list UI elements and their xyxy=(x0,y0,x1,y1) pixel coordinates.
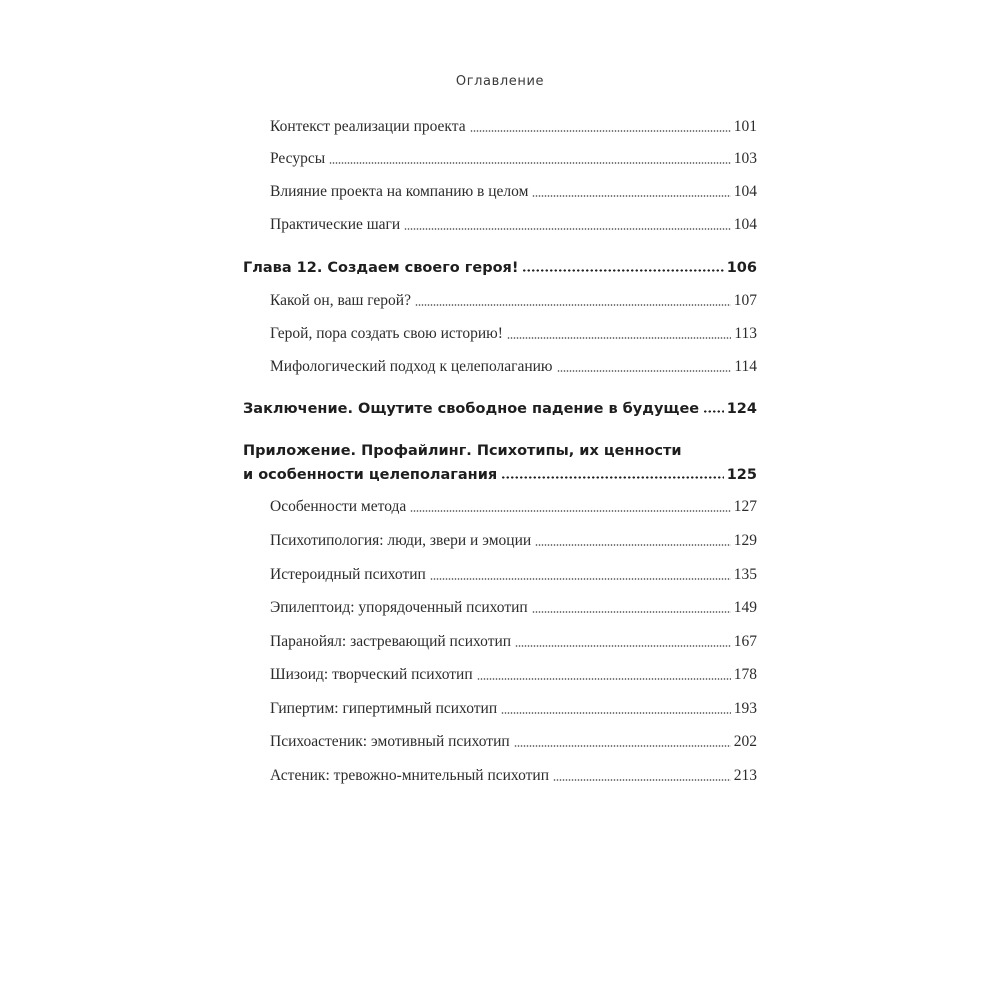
toc-entry-title: Психоастеник: эмотивный психотип xyxy=(270,733,510,750)
toc-entry-title: Астеник: тревожно-мнительный психотип xyxy=(270,767,549,784)
toc-entry xyxy=(270,566,757,584)
toc-entry-title: Контекст реализации проекта xyxy=(270,118,466,135)
toc-entry-title: Герой, пора создать свою историю! xyxy=(270,325,503,342)
toc-entry-title: Какой он, ваш герой? xyxy=(270,292,411,309)
toc-entry xyxy=(270,633,757,651)
toc-entry-title: Ресурсы xyxy=(270,150,326,167)
toc-chapter-entry xyxy=(243,401,757,417)
toc-entry-page: 114 xyxy=(734,358,757,375)
toc-entry xyxy=(270,733,757,751)
toc-entry-title: Практические шаги xyxy=(270,216,401,233)
toc-entry xyxy=(270,183,757,201)
dot-leader xyxy=(532,195,730,197)
toc-entry-page: 104 xyxy=(733,216,757,233)
dot-leader xyxy=(501,712,731,714)
toc-entry-page: 104 xyxy=(733,183,757,200)
toc-entry-title: Влияние проекта на компанию в целом xyxy=(270,183,529,200)
dot-leader xyxy=(329,162,731,164)
toc-entry-page: 127 xyxy=(733,498,757,515)
toc-chapter-title-line: Приложение. Профайлинг. Психотипы, их ценности xyxy=(243,443,682,459)
toc-chapter-title: Глава 12. Создаем своего героя! xyxy=(243,260,519,276)
toc-entry-title: Паранойял: застревающий психотип xyxy=(270,633,512,650)
toc-entry xyxy=(270,666,757,684)
dot-leader xyxy=(404,228,731,230)
toc-entry xyxy=(270,292,757,310)
toc-chapter-entry xyxy=(243,467,757,483)
dot-leader xyxy=(557,370,732,372)
toc-entry-page: 101 xyxy=(733,118,757,135)
toc-entry-title: Особенности метода xyxy=(270,498,407,515)
toc-entry-page: 135 xyxy=(733,566,757,583)
toc-entry-title: Мифологический подход к целеполаганию xyxy=(270,358,553,375)
dot-leader xyxy=(415,304,731,306)
toc-chapter-title: и особенности целеполагания xyxy=(243,467,498,483)
dot-leader xyxy=(470,130,731,132)
toc-chapter-page: 106 xyxy=(726,260,757,276)
toc-entry-page: 178 xyxy=(733,666,757,683)
dot-leader xyxy=(410,510,730,512)
toc-chapter-page: 125 xyxy=(726,467,757,483)
toc-entry-page: 202 xyxy=(733,733,757,750)
toc-entry xyxy=(270,700,757,718)
toc-entry xyxy=(270,150,757,168)
dot-leader xyxy=(532,611,731,613)
dot-leader xyxy=(514,745,731,747)
running-head: Оглавление xyxy=(455,74,545,89)
toc-entry-page: 129 xyxy=(733,532,757,549)
toc-entry xyxy=(270,599,757,617)
dot-leader xyxy=(535,544,731,546)
toc-entry-page: 167 xyxy=(733,633,757,650)
toc-entry-title: Гипертим: гипертимный психотип xyxy=(270,700,498,717)
toc-entry-title: Психотипология: люди, звери и эмоции xyxy=(270,532,532,549)
toc-entry xyxy=(270,532,757,550)
toc-chapter-title: Заключение. Ощутите свободное падение в будущее xyxy=(243,401,700,417)
toc-entry xyxy=(270,325,757,343)
toc-entry xyxy=(270,216,757,234)
toc-entry-page: 113 xyxy=(734,325,757,342)
dot-leader xyxy=(703,410,724,413)
toc-entry xyxy=(270,358,757,376)
toc-chapter-page: 124 xyxy=(726,401,757,417)
dot-leader xyxy=(507,337,731,339)
dot-leader xyxy=(501,476,724,479)
dot-leader xyxy=(553,779,731,781)
toc-chapter-entry xyxy=(243,260,757,276)
toc-entry-page: 213 xyxy=(733,767,757,784)
dot-leader xyxy=(515,645,731,647)
toc-entry-page: 107 xyxy=(733,292,757,309)
dot-leader xyxy=(522,269,723,272)
toc-entry-title: Шизоид: творческий психотип xyxy=(270,666,473,683)
dot-leader xyxy=(430,578,731,580)
toc-entry-page: 103 xyxy=(733,150,757,167)
toc-entry xyxy=(270,118,757,136)
toc-entry xyxy=(270,767,757,785)
toc-entry-title: Истероидный психотип xyxy=(270,566,426,583)
dot-leader xyxy=(477,678,731,680)
toc-entry-page: 149 xyxy=(733,599,757,616)
toc-entry xyxy=(270,498,757,516)
toc-entry-title: Эпилептоид: упорядоченный психотип xyxy=(270,599,528,616)
toc-entry-page: 193 xyxy=(733,700,757,717)
